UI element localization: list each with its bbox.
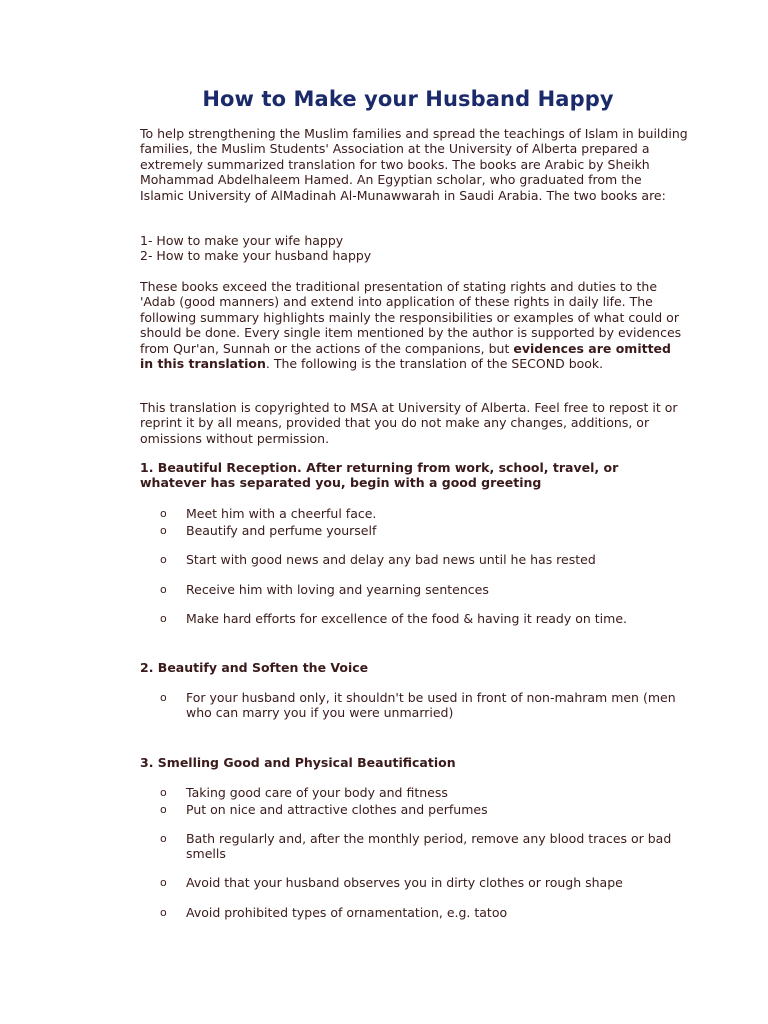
list-item <box>160 552 680 567</box>
list-item <box>160 611 680 626</box>
list-item-text: Start with good news and delay any bad news until he has rested <box>186 552 596 567</box>
list-item <box>160 506 680 521</box>
list-item-text: Make hard efforts for excellence of the food & having it ready on time. <box>186 611 627 626</box>
list-item-text: Avoid that your husband observes you in dirty clothes or rough shape <box>186 875 623 890</box>
list-item-text: For your husband only, it shouldn't be used in front of non-mahram men (men who can marry you if you were unmarried) <box>186 690 676 721</box>
bullet-marker: o <box>160 906 167 919</box>
description-text-start: These books exceed the traditional presentation of stating rights and duties to the 'Adab (good manners) and extend into application of these rights in daily life. The following summary highlights mainly the responsibilities or examples of what could or should be done. Every single item mentioned by the author is supported by evidences from Qur'an, Sunnah or the actions of the companions, but <box>140 279 682 356</box>
bullet-marker: o <box>160 876 167 889</box>
intro-text: To help strengthening the Muslim families and spread the teachings of Islam in building families, the Muslim Students' Association at the University of Alberta prepared a extremely summarized translation for two books. The books are Arabic by Sheikh Mohammad Abdelhaleem Hamed. An Egyptian scholar, who graduated from the Islamic University of AlMadinah Al-Munawwarah in Saudi Arabia. The two books are: <box>140 126 688 203</box>
intro-paragraph <box>140 126 688 203</box>
bullet-marker: o <box>160 786 167 799</box>
list-item-text: Avoid prohibited types of ornamentation, e.g. tatoo <box>186 905 508 920</box>
bullet-marker: o <box>160 612 167 625</box>
section-heading-3: 3. Smelling Good and Physical Beautification <box>140 755 456 770</box>
section-heading-1: 1. Beautiful Reception. After returning from work, school, travel, or whatever has separated you, begin with a good greeting <box>140 460 619 491</box>
copyright-text: This translation is copyrighted to MSA at University of Alberta. Feel free to repost it or reprint it by all means, provided that you do not make any changes, additions, or omissions without permission. <box>140 400 678 446</box>
book-list-item-2: 2- How to make your husband happy <box>140 248 372 264</box>
bullet-marker: o <box>160 691 167 704</box>
list-item-text: Meet him with a cheerful face. <box>186 506 377 521</box>
list-item <box>160 875 680 890</box>
bullet-marker: o <box>160 524 167 537</box>
bullet-marker: o <box>160 553 167 566</box>
list-item <box>160 582 680 597</box>
description-text <box>140 279 688 371</box>
description-text-bold: evidences are omitted in this translation <box>140 340 671 372</box>
book-list-item-1: 1- How to make your wife happy <box>140 233 344 248</box>
book-list <box>140 233 688 264</box>
list-item-text: Beautify and perfume yourself <box>186 523 377 538</box>
list-item <box>160 831 680 862</box>
list-item <box>160 905 680 920</box>
list-item <box>160 690 680 721</box>
bullet-marker: o <box>160 583 167 596</box>
list-item <box>160 802 680 817</box>
bullet-marker: o <box>160 507 167 520</box>
bullet-marker: o <box>160 832 167 845</box>
section-heading-2: 2. Beautify and Soften the Voice <box>140 660 369 675</box>
bullet-marker: o <box>160 803 167 816</box>
list-item <box>160 523 680 538</box>
list-item-text: Receive him with loving and yearning sentences <box>186 582 489 597</box>
page-title: How to Make your Husband Happy <box>202 87 614 111</box>
list-item-text: Bath regularly and, after the monthly period, remove any blood traces or bad smells <box>186 831 672 862</box>
copyright-paragraph <box>140 400 688 446</box>
description-paragraph <box>140 279 688 371</box>
description-text-end: . The following is the translation of the SECOND book. <box>265 356 604 372</box>
list-item <box>160 785 680 800</box>
list-item-text: Taking good care of your body and fitness <box>186 785 448 800</box>
list-item-text: Put on nice and attractive clothes and perfumes <box>186 802 488 817</box>
